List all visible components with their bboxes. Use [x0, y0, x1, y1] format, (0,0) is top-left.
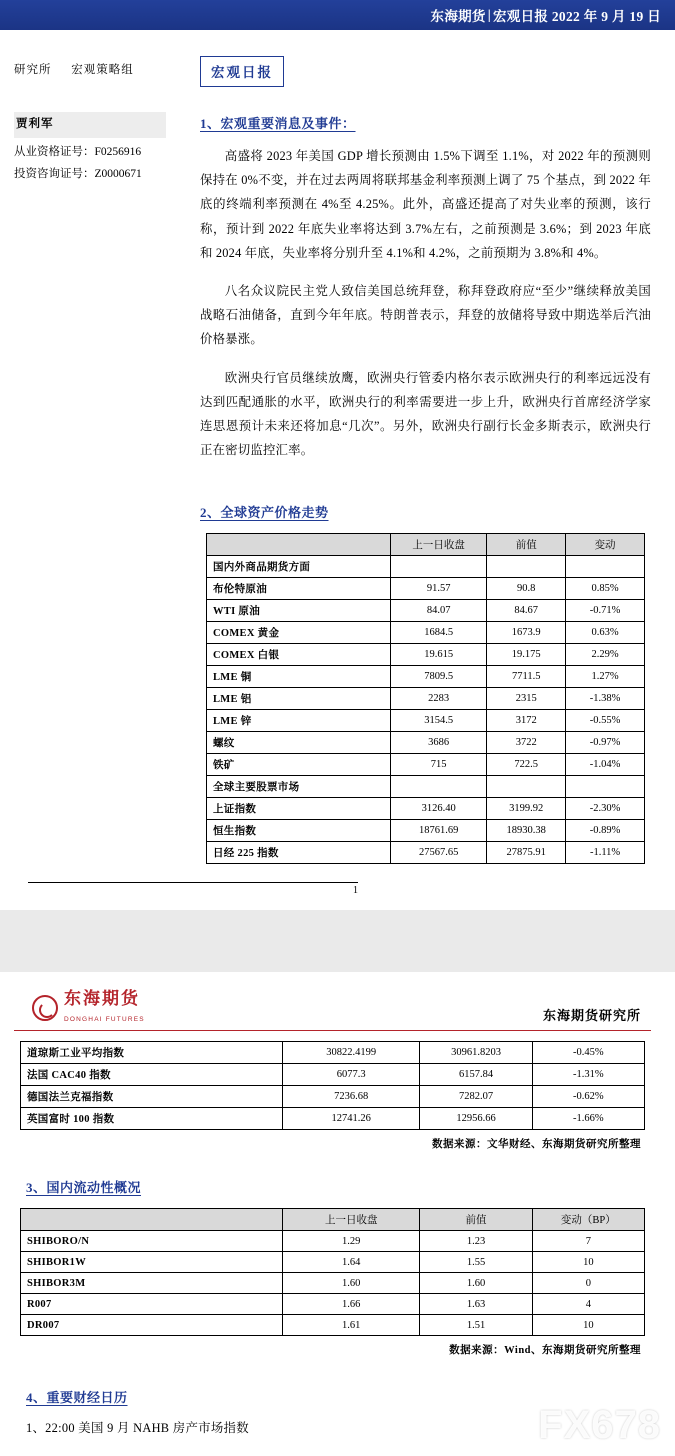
row-prev: 7282.07	[420, 1086, 532, 1108]
watermark: FX678	[538, 1403, 661, 1448]
row-change: -0.45%	[532, 1042, 644, 1064]
table-group-row	[207, 776, 645, 798]
row-change: 4	[532, 1294, 644, 1315]
row-label: COMEX 黄金	[207, 622, 391, 644]
group-empty-cell	[390, 776, 486, 798]
row-label: LME 铝	[207, 688, 391, 710]
table-row	[21, 1294, 645, 1315]
row-close: 19.615	[390, 644, 486, 666]
row-prev: 7711.5	[487, 666, 566, 688]
row-label: LME 铜	[207, 666, 391, 688]
row-prev: 2315	[487, 688, 566, 710]
table-row	[207, 710, 645, 732]
row-change: 1.27%	[566, 666, 645, 688]
table-row	[207, 688, 645, 710]
group-empty-cell	[566, 776, 645, 798]
row-change: -0.89%	[566, 820, 645, 842]
table-row	[21, 1042, 645, 1064]
row-prev: 30961.8203	[420, 1042, 532, 1064]
row-prev: 12956.66	[420, 1108, 532, 1130]
row-close: 30822.4199	[283, 1042, 420, 1064]
row-close: 12741.26	[283, 1108, 420, 1130]
row-prev: 19.175	[487, 644, 566, 666]
sidebar-org-right: 宏观策略组	[71, 64, 134, 76]
table-header-row	[207, 534, 645, 556]
row-prev: 1.23	[420, 1231, 532, 1252]
column-header-close: 上一日收盘	[283, 1209, 420, 1231]
brand-divider	[14, 1030, 651, 1032]
column-header-change: 变动	[566, 534, 645, 556]
cert-advice: 投资咨询证号：Z0000671	[14, 167, 142, 180]
row-change: -0.55%	[566, 710, 645, 732]
row-prev: 84.67	[487, 600, 566, 622]
row-change: 2.29%	[566, 644, 645, 666]
page-number: 1	[353, 885, 358, 897]
row-close: 1.29	[283, 1231, 420, 1252]
group-empty-cell	[390, 556, 486, 578]
section-4-title: 4、重要财经日历	[26, 1390, 128, 1406]
row-close: 1684.5	[390, 622, 486, 644]
company-logo	[32, 990, 145, 1026]
row-close: 1.61	[283, 1315, 420, 1336]
table-row	[207, 600, 645, 622]
table-header-row	[21, 1209, 645, 1231]
table-row	[21, 1086, 645, 1108]
row-close: 91.57	[390, 578, 486, 600]
row-close: 1.64	[283, 1252, 420, 1273]
row-label: SHIBOR3M	[21, 1273, 283, 1294]
group-empty-cell	[487, 776, 566, 798]
document-header-bar	[0, 0, 675, 30]
section-3-title: 3、国内流动性概况	[26, 1180, 142, 1196]
row-close: 3126.40	[390, 798, 486, 820]
report-type-badge: 宏观日报	[200, 56, 284, 87]
cert-practice: 从业资格证号：F0256916	[14, 145, 142, 158]
table-row	[207, 666, 645, 688]
row-change: -1.04%	[566, 754, 645, 776]
group-empty-cell	[487, 556, 566, 578]
row-label: DR007	[21, 1315, 283, 1336]
row-label: 法国 CAC40 指数	[21, 1064, 283, 1086]
row-prev: 3722	[487, 732, 566, 754]
row-label: 日经 225 指数	[207, 842, 391, 864]
header-title: 宏观日报 2022 年 9 月 19 日	[493, 9, 661, 24]
row-change: 0.85%	[566, 578, 645, 600]
row-change: -1.31%	[532, 1064, 644, 1086]
row-label: 上证指数	[207, 798, 391, 820]
analyst-name: 贾利军	[14, 112, 166, 138]
column-header-prev: 前值	[420, 1209, 532, 1231]
column-header-prev: 前值	[487, 534, 566, 556]
table-row	[21, 1231, 645, 1252]
header-separator: |	[487, 7, 491, 22]
calendar-item: 1、22:00 美国 9 月 NAHB 房产市场指数	[26, 1421, 249, 1436]
row-label: R007	[21, 1294, 283, 1315]
row-close: 6077.3	[283, 1064, 420, 1086]
section-3-source: 数据来源：Wind、东海期货研究所整理	[449, 1345, 641, 1357]
row-label: 英国富时 100 指数	[21, 1108, 283, 1130]
row-close: 3686	[390, 732, 486, 754]
table-row	[207, 578, 645, 600]
row-close: 1.66	[283, 1294, 420, 1315]
row-prev: 27875.91	[487, 842, 566, 864]
row-change: 0	[532, 1273, 644, 1294]
table-group-row	[207, 556, 645, 578]
table-row	[207, 798, 645, 820]
row-label: 螺纹	[207, 732, 391, 754]
row-close: 1.60	[283, 1273, 420, 1294]
table-row	[21, 1252, 645, 1273]
row-close: 27567.65	[390, 842, 486, 864]
table-row	[21, 1315, 645, 1336]
row-label: SHIBOR1W	[21, 1252, 283, 1273]
row-prev: 18930.38	[487, 820, 566, 842]
page-separator	[0, 910, 675, 972]
group-label: 全球主要股票市场	[207, 776, 391, 798]
row-label: SHIBORO/N	[21, 1231, 283, 1252]
row-label: WTI 原油	[207, 600, 391, 622]
section-1-paragraph-1: 高盛将 2023 年美国 GDP 增长预测由 1.5%下调至 1.1%，对 2022 年的预测则保持在 0%不变，并在过去两周将联邦基金利率预测上调了 75 个基点，到 2022 年底的终端利率预测在 4%至 4.25%。此外，高盛还提高了对失业率的预测，该行称，预计到 2022 年底失业率将达到 3.7%左右，之前预测是 3.6%；到 2023 年底和 2024 年底，失业率将分别升至 4.1%和 4.2%，之前预期为 3.8%和 4%。	[200, 149, 651, 260]
institute-name: 东海期货研究所	[542, 1007, 641, 1023]
row-label: 德国法兰克福指数	[21, 1086, 283, 1108]
row-prev: 1.51	[420, 1315, 532, 1336]
row-change: 10	[532, 1252, 644, 1273]
row-close: 84.07	[390, 600, 486, 622]
table-row	[21, 1064, 645, 1086]
row-change: 10	[532, 1315, 644, 1336]
domestic-liquidity-table	[20, 1208, 645, 1336]
row-close: 715	[390, 754, 486, 776]
table-row	[207, 820, 645, 842]
sidebar-meta	[14, 60, 172, 185]
table-row	[207, 622, 645, 644]
row-prev: 90.8	[487, 578, 566, 600]
sidebar-org	[14, 60, 172, 82]
table-row	[207, 754, 645, 776]
column-header-name	[21, 1209, 283, 1231]
row-change: -1.66%	[532, 1108, 644, 1130]
row-prev: 1.60	[420, 1273, 532, 1294]
column-header-name	[207, 534, 391, 556]
donghai-logo-icon	[32, 995, 58, 1021]
row-prev: 3172	[487, 710, 566, 732]
section-1-title: 1、宏观重要消息及事件：	[200, 116, 356, 131]
global-asset-price-table-continued	[20, 1041, 645, 1130]
table-row	[21, 1108, 645, 1130]
row-label: LME 锌	[207, 710, 391, 732]
row-change: 7	[532, 1231, 644, 1252]
row-prev: 1.55	[420, 1252, 532, 1273]
row-close: 18761.69	[390, 820, 486, 842]
section-2-title: 2、全球资产价格走势	[200, 505, 329, 521]
logo-name-cn: 东海期货	[64, 989, 140, 1008]
row-label: 铁矿	[207, 754, 391, 776]
document-page-2	[0, 972, 675, 1456]
row-label: COMEX 白银	[207, 644, 391, 666]
analyst-certificates	[14, 142, 172, 186]
logo-name-en: DONGHAI FUTURES	[64, 1015, 145, 1023]
row-change: 0.63%	[566, 622, 645, 644]
table-row	[207, 842, 645, 864]
global-asset-price-table	[206, 533, 645, 864]
row-change: -0.62%	[532, 1086, 644, 1108]
row-close: 7809.5	[390, 666, 486, 688]
row-close: 3154.5	[390, 710, 486, 732]
group-empty-cell	[566, 556, 645, 578]
row-prev: 722.5	[487, 754, 566, 776]
row-label: 道琼斯工业平均指数	[21, 1042, 283, 1064]
row-prev: 1673.9	[487, 622, 566, 644]
row-label: 恒生指数	[207, 820, 391, 842]
row-prev: 1.63	[420, 1294, 532, 1315]
table-row	[207, 732, 645, 754]
row-close: 7236.68	[283, 1086, 420, 1108]
sidebar-org-left: 研究所	[14, 64, 52, 76]
group-label: 国内外商品期货方面	[207, 556, 391, 578]
row-close: 2283	[390, 688, 486, 710]
row-change: -0.97%	[566, 732, 645, 754]
row-prev: 3199.92	[487, 798, 566, 820]
section-2-source: 数据来源：文华财经、东海期货研究所整理	[432, 1139, 641, 1151]
table-row	[207, 644, 645, 666]
row-prev: 6157.84	[420, 1064, 532, 1086]
column-header-close: 上一日收盘	[390, 534, 486, 556]
page-footer	[28, 882, 358, 896]
table-row	[21, 1273, 645, 1294]
header-brand: 东海期货	[430, 9, 486, 24]
row-change: -1.38%	[566, 688, 645, 710]
row-change: -2.30%	[566, 798, 645, 820]
column-header-change: 变动（BP）	[532, 1209, 644, 1231]
section-1-paragraph-3: 欧洲央行官员继续放鹰，欧洲央行管委内格尔表示欧洲央行的利率远远没有达到匹配通胀的水平，欧洲央行的利率需要进一步上升，欧洲央行首席经济学家连思恩预计未来还将加息“几次”。另外，欧洲央行副行长金多斯表示，欧洲央行正在密切监控汇率。	[200, 370, 651, 458]
section-1-paragraph-2: 八名众议院民主党人致信美国总统拜登，称拜登政府应“至少”继续释放美国战略石油储备，直到今年年底。特朗普表示，拜登的放储将导致中期选举后汽油价格暴涨。	[200, 283, 651, 347]
row-label: 布伦特原油	[207, 578, 391, 600]
row-change: -1.11%	[566, 842, 645, 864]
row-change: -0.71%	[566, 600, 645, 622]
